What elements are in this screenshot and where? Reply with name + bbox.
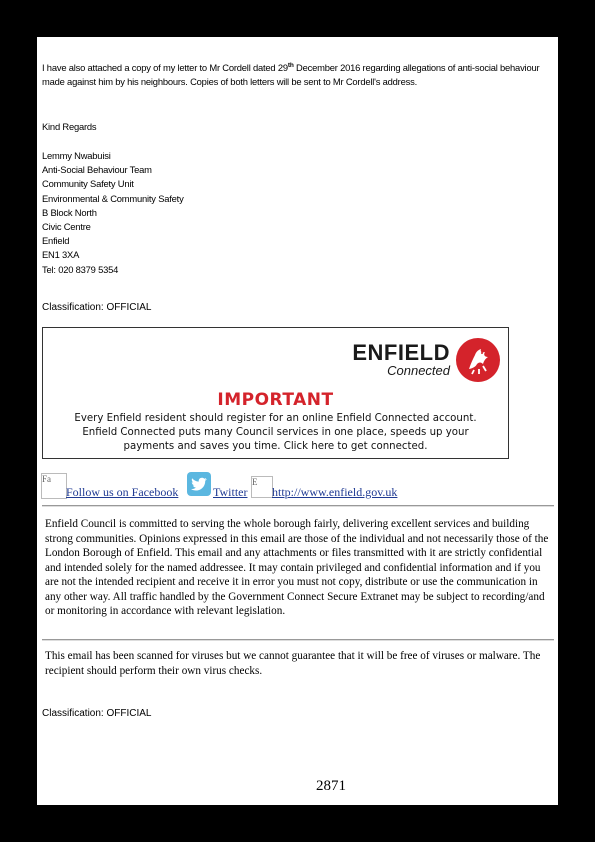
classification-label-top: Classification: OFFICIAL bbox=[42, 302, 152, 313]
signature-team: Anti-Social Behaviour Team bbox=[42, 164, 152, 176]
social-links bbox=[41, 471, 551, 501]
website-link[interactable]: http://www.enfield.gov.uk bbox=[272, 485, 398, 499]
enfield-logo bbox=[352, 338, 500, 382]
paragraph-text-start: I have also attached a copy of my letter to Mr Cordell dated 29 bbox=[42, 62, 288, 73]
signature-phone: Tel: 020 8379 5354 bbox=[42, 263, 119, 275]
date-superscript: th bbox=[287, 61, 294, 69]
signature-address-block: B Block North bbox=[42, 206, 97, 218]
signature-postcode: EN1 3XA bbox=[42, 249, 80, 261]
banner-line-2: Enfield Connected puts many Council services in one place, speeds up your bbox=[82, 427, 469, 438]
signature-block bbox=[42, 149, 184, 277]
virus-notice: This email has been scanned for viruses but we cannot guarantee that it will be free of viruses or malware. The recipient should perform their own virus checks. bbox=[45, 650, 541, 677]
banner-heading: IMPORTANT bbox=[217, 390, 334, 410]
page-number: 2871 bbox=[316, 778, 346, 794]
dragon-emblem-icon bbox=[456, 338, 500, 382]
enfield-web-icon[interactable] bbox=[251, 476, 273, 498]
signature-address-building: Civic Centre bbox=[42, 220, 91, 232]
letter-paragraph bbox=[42, 61, 554, 89]
banner-body bbox=[43, 412, 508, 454]
logo-name: ENFIELD bbox=[352, 340, 450, 365]
document-page bbox=[37, 37, 558, 805]
signature-name: Lemmy Nwabuisi bbox=[42, 150, 111, 161]
facebook-icon[interactable] bbox=[41, 473, 67, 499]
banner-line-3: payments and saves you time. Click here to get connected. bbox=[123, 441, 428, 452]
logo-subtitle: Connected bbox=[387, 363, 450, 378]
classification-label-bottom: Classification: OFFICIAL bbox=[42, 708, 152, 719]
signature-address-town: Enfield bbox=[42, 235, 70, 247]
signature-department: Environmental & Community Safety bbox=[42, 192, 184, 204]
twitter-icon[interactable] bbox=[187, 472, 211, 496]
disclaimer-text: Enfield Council is committed to serving the whole borough fairly, delivering excellent services and building strong communities. Opinions expressed in this email are those of the individual and not necessarily those of the London Borough of Enfield. This email and any attachments or files transmitted with it are strictly confidential and intended solely for the named addressee. It may contain privileged and confidential information and if you are not the intended recipient and receive it in error you must not copy, distribute or use the communication in any other way. All traffic handled by the Government Connect Secure Extranet may be subject to recording/and or monitoring in accordance with relevant legislation. bbox=[45, 518, 549, 617]
enfield-connected-banner[interactable] bbox=[42, 327, 509, 459]
paragraph-text-end: December 2016 regarding allegations of anti-social behaviour made against him by his neighbours. Copies of both letters will be sent to Mr Cordell's address. bbox=[42, 62, 540, 88]
facebook-link[interactable]: Follow us on Facebook bbox=[66, 485, 179, 499]
twitter-link[interactable]: Twitter bbox=[213, 485, 248, 499]
divider-bottom bbox=[42, 639, 554, 641]
web-image-alt: E bbox=[252, 477, 258, 487]
closing-text: Kind Regards bbox=[42, 121, 97, 132]
facebook-image-alt: Fa bbox=[42, 474, 51, 484]
divider-top bbox=[42, 505, 554, 507]
banner-line-1: Every Enfield resident should register for an online Enfield Connected account. bbox=[74, 413, 477, 424]
signature-unit: Community Safety Unit bbox=[42, 178, 134, 190]
